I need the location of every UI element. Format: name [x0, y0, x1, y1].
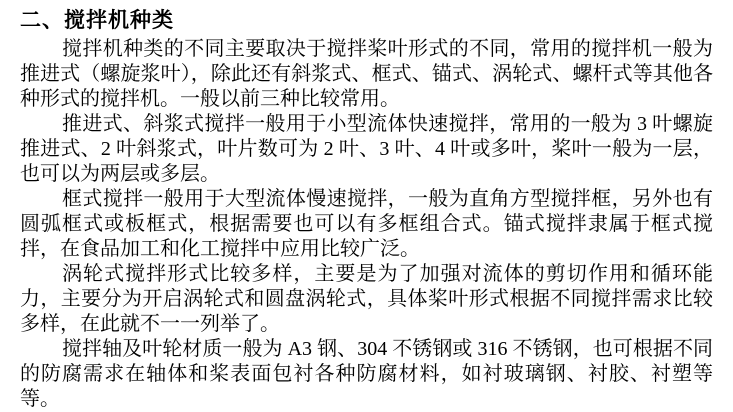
document-body	[20, 37, 713, 412]
paragraph-frame-anchor: 框式搅拌一般用于大型流体慢速搅拌，一般为直角方型搅拌框，另外也有圆弧框式或板框式，根据需要也可以有多框组合式。锚式搅拌隶属于框式搅拌，在食品加工和化工搅拌中应用比较广泛。	[20, 188, 713, 260]
paragraph-propeller-pitched-blade: 推进式、斜浆式搅拌一般用于小型流体快速搅拌，常用的一般为 3 叶螺旋推进式、2 叶斜浆式，叶片数可为 2 叶、3 叶、4 叶或多叶，桨叶一般为一层，也可以为两层或多层。	[20, 113, 713, 185]
paragraph-shaft-materials: 搅拌轴及叶轮材质一般为 A3 钢、304 不锈钢或 316 不锈钢，也可根据不同的防腐需求在轴体和桨表面包衬各种防腐材料，如衬玻璃钢、衬胶、衬塑等等。	[20, 338, 713, 410]
section-heading: 二、搅拌机种类	[20, 8, 174, 32]
paragraph-turbine: 涡轮式搅拌形式比较多样，主要是为了加强对流体的剪切作用和循环能力，主要分为开启涡轮式和圆盘涡轮式，具体桨叶形式根据不同搅拌需求比较多样，在此就不一一列举了。	[20, 263, 713, 335]
paragraph-mixer-types-overview: 搅拌机种类的不同主要取决于搅拌桨叶形式的不同，常用的搅拌机一般为推进式（螺旋浆叶），除此还有斜浆式、框式、锚式、涡轮式、螺杆式等其他各种形式的搅拌机。一般以前三种比较常用。	[20, 38, 713, 110]
